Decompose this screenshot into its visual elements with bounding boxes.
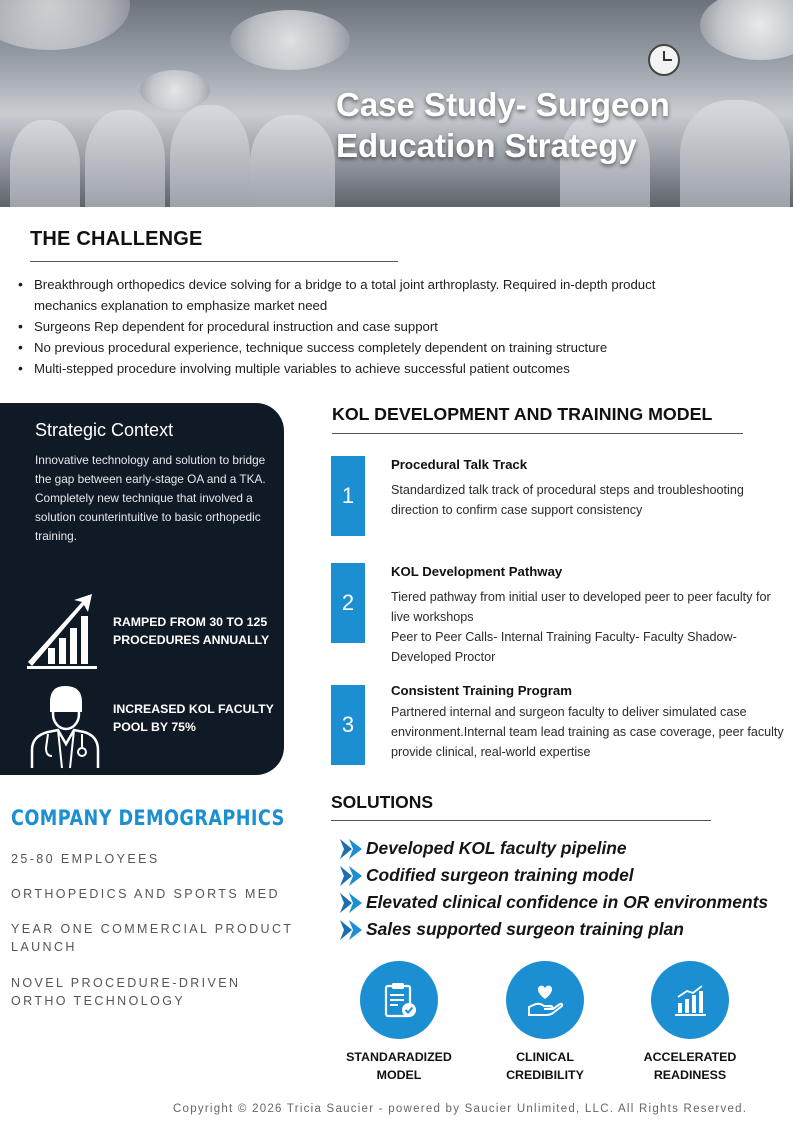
surgeon-figure-image <box>85 110 165 207</box>
kol-faculty-stat: INCREASED KOL FACULTY POOL BY 75% <box>113 702 274 734</box>
solution-text: Elevated clinical confidence in OR environments <box>366 892 769 912</box>
hand-heart-icon <box>524 979 566 1021</box>
outcome-icon-circle <box>651 961 729 1039</box>
solution-text: Developed KOL faculty pipeline <box>366 838 627 858</box>
kol-model-heading: KOL DEVELOPMENT AND TRAINING MODEL <box>332 404 713 424</box>
list-item: • Surgeons Rep dependent for procedural instruction and case support <box>18 316 718 337</box>
surgical-lamp-image <box>140 70 210 110</box>
outcome-label-line: CLINICAL <box>516 1050 574 1064</box>
strategic-context-body: Innovative technology and solution to bridge the gap between early-stage OA and a TKA. Completely new technique that involved a solution counterintuitive to basic orthopedic training. <box>35 453 266 543</box>
demographics-heading: COMPANY DEMOGRAPHICS <box>11 806 285 830</box>
outcome-label-line: ACCELERATED <box>643 1050 737 1064</box>
step-heading: Consistent Training Program <box>391 683 572 698</box>
outcome-label-line: READINESS <box>653 1068 727 1082</box>
surgical-lamp-image <box>700 0 793 60</box>
challenge-heading: THE CHALLENGE <box>30 228 203 250</box>
clipboard-check-icon <box>378 979 420 1021</box>
copyright-text: Copyright © 2026 Tricia Saucier - powered by Saucier Unlimited, LLC. All Rights Reserved. <box>173 1103 748 1115</box>
bar-chart-icon <box>669 979 711 1021</box>
demographics-item: NOVEL PROCEDURE-DRIVEN ORTHO TECHNOLOGY <box>11 976 241 1008</box>
page-title <box>336 84 776 166</box>
step-body: Peer to Peer Calls- Internal Training Faculty- Faculty Shadow- Developed Proctor <box>391 630 737 664</box>
solution-item <box>340 838 627 859</box>
procedures-stat: RAMPED FROM 30 TO 125 PROCEDURES ANNUALLY <box>113 615 270 647</box>
solutions-heading: SOLUTIONS <box>331 792 434 812</box>
solution-text: Sales supported surgeon training plan <box>366 919 684 939</box>
double-chevron-icon <box>340 920 364 940</box>
step-number-badge: 1 <box>331 456 365 536</box>
list-item: • Multi-stepped procedure involving multiple variables to achieve successful patient outcomes <box>18 358 718 379</box>
divider <box>30 261 398 262</box>
outcome-label-line: STANDARADIZED <box>346 1050 452 1064</box>
solution-item <box>340 865 634 886</box>
double-chevron-icon <box>340 893 364 913</box>
surgeon-figure-image <box>170 105 250 207</box>
step-number-badge: 3 <box>331 685 365 765</box>
outcome-label <box>334 1048 464 1084</box>
demographics-item: YEAR ONE COMMERCIAL PRODUCT LAUNCH <box>11 922 294 954</box>
growth-chart-icon <box>26 592 100 670</box>
surgeon-figure-image <box>10 120 80 207</box>
divider <box>331 820 711 821</box>
title-line: Education Strategy <box>336 127 637 164</box>
double-chevron-icon <box>340 839 364 859</box>
doctor-icon <box>28 682 102 770</box>
solution-text: Codified surgeon training model <box>366 865 634 885</box>
outcome-label-line: CREDIBILITY <box>506 1068 584 1082</box>
outcome-icon-circle <box>360 961 438 1039</box>
list-item: • Breakthrough orthopedics device solving for a bridge to a total joint arthroplasty. Required in-depth product mechanics explanation to emphasize market need <box>18 274 718 316</box>
step-number-badge: 2 <box>331 563 365 643</box>
divider <box>332 433 743 434</box>
challenge-list <box>18 274 718 379</box>
solution-item <box>340 919 684 940</box>
list-item: • No previous procedural experience, technique success completely dependent on training structure <box>18 337 718 358</box>
step-body: Partnered internal and surgeon faculty to deliver simulated case environment.Internal team lead training as case coverage, peer faculty provide clinical, real-world expertise <box>391 705 784 759</box>
surgical-lamp-image <box>0 0 130 50</box>
solution-item <box>340 892 768 913</box>
outcome-icon-circle <box>506 961 584 1039</box>
wall-clock-image <box>648 44 680 76</box>
step-body: Standardized talk track of procedural steps and troubleshooting direction to confirm case support consistency <box>391 483 744 517</box>
outcome-label-line: MODEL <box>376 1068 422 1082</box>
outcome-label <box>625 1048 755 1084</box>
demographics-item: 25-80 EMPLOYEES <box>11 852 160 866</box>
step-body: Tiered pathway from initial user to developed peer to peer faculty for live workshops <box>391 590 771 624</box>
double-chevron-icon <box>340 866 364 886</box>
surgical-lamp-image <box>230 10 350 70</box>
demographics-item: ORTHOPEDICS AND SPORTS MED <box>11 887 280 901</box>
surgeon-figure-image <box>250 115 335 207</box>
step-heading: KOL Development Pathway <box>391 564 563 579</box>
strategic-context-heading: Strategic Context <box>35 420 174 440</box>
step-heading: Procedural Talk Track <box>391 457 528 472</box>
hero-banner <box>0 0 793 207</box>
outcome-label <box>480 1048 610 1084</box>
title-line: Case Study- Surgeon <box>336 86 670 123</box>
